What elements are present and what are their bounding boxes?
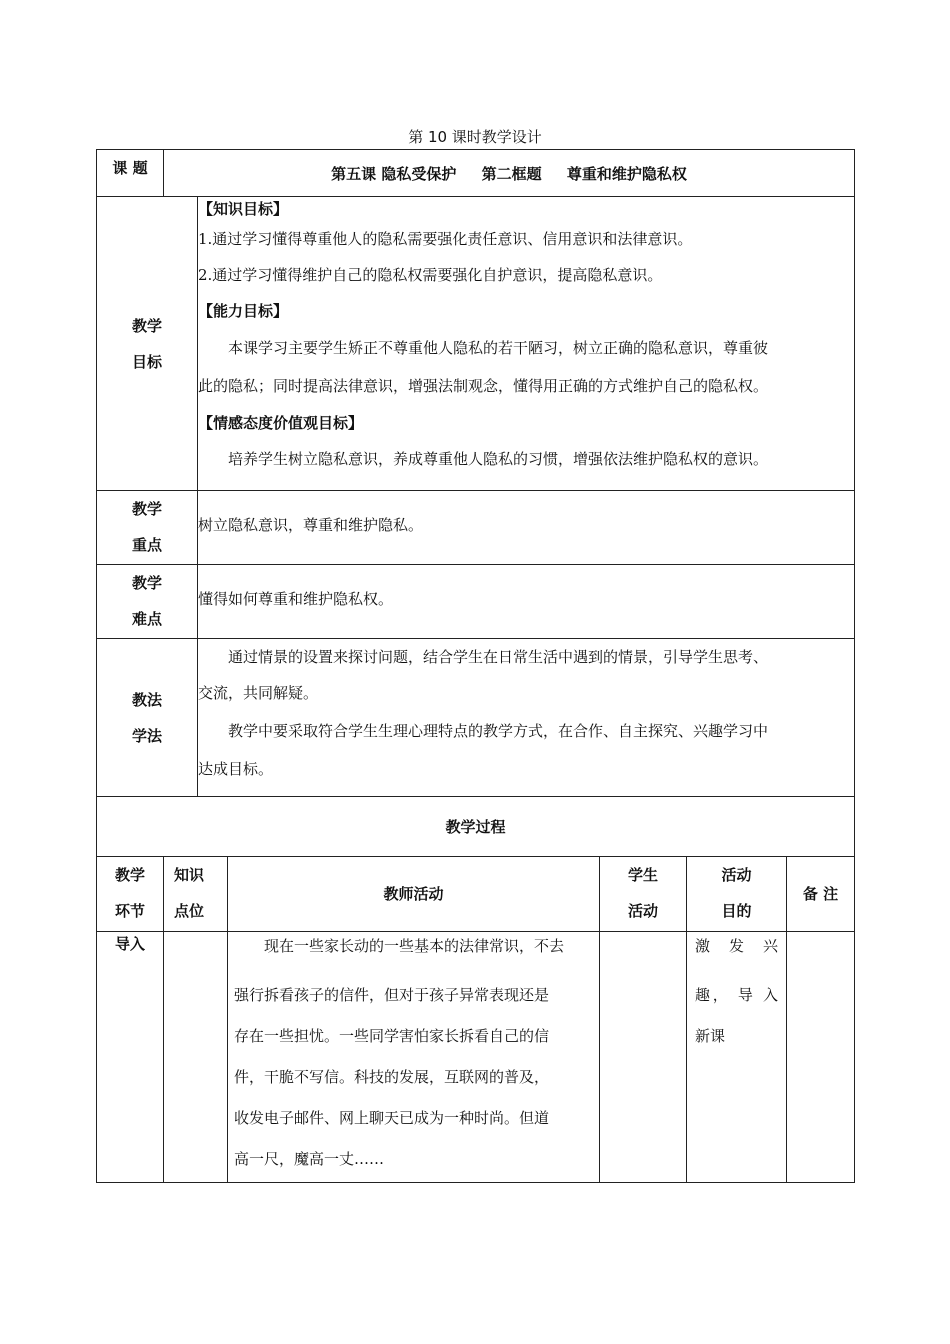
notes-cell — [787, 932, 855, 1183]
header-point: 知识 点位 — [164, 857, 228, 932]
topic-row — [97, 150, 855, 197]
lesson-plan-table — [96, 149, 855, 1183]
topic-value — [164, 150, 855, 197]
knowledge-item: 1.通过学习懂得尊重他人的隐私需要强化责任意识、信用意识和法律意识。 — [198, 230, 693, 248]
process-body-row — [97, 932, 855, 1183]
teacher-line: 强行拆看孩子的信件，但对于孩子异常表现还是 — [234, 986, 550, 1004]
knowledge-item: 2.通过学习懂得维护自己的隐私权需要强化自护意识，提高隐私意识。 — [198, 266, 663, 284]
difficulties-label: 教学 难点 — [97, 565, 198, 639]
purpose-line: 趣， 导 入 — [695, 986, 778, 1004]
section-name: 第二框题 — [481, 164, 542, 183]
emotion-text: 培养学生树立隐私意识，养成尊重他人隐私的习惯，增强依法维护隐私权的意识。 — [228, 450, 769, 468]
teacher-line: 高一尺，魔高一丈…… — [234, 1150, 385, 1168]
section-title: 尊重和维护隐私权 — [566, 164, 687, 183]
purpose-cell — [687, 932, 787, 1183]
process-header-row — [97, 857, 855, 932]
teacher-line: 件，干脆不写信。科技的发展，互联网的普及， — [234, 1068, 550, 1086]
stage-cell: 导入 — [97, 932, 164, 1183]
teacher-line: 存在一些担忧。一些同学害怕家长拆看自己的信 — [234, 1027, 550, 1045]
methods-content: 通过情景的设置来探讨问题，结合学生在日常生活中遇到的情景，引导学生思考、 交流，共同解疑。 教学中要采取符合学生生理心理特点的教学方式，在合作、自主探究、兴趣学习中 达成目标。 — [198, 639, 855, 797]
key-points-content: 树立隐私意识，尊重和维护隐私。 — [198, 491, 855, 565]
header-stage: 教学 环节 — [97, 857, 164, 932]
header-notes: 备 注 — [787, 857, 855, 932]
difficulties-content: 懂得如何尊重和维护隐私权。 — [198, 565, 855, 639]
point-cell — [164, 932, 228, 1183]
page-title: 第 10 课时教学设计 — [408, 128, 542, 146]
key-points-label: 教学 重点 — [97, 491, 198, 565]
objectives-content — [198, 197, 855, 491]
header-teacher: 教师活动 — [228, 857, 600, 932]
objectives-row — [97, 197, 855, 491]
header-student: 学生 活动 — [600, 857, 687, 932]
process-title-row — [97, 797, 855, 857]
lesson-name: 第五课 隐私受保护 — [331, 164, 457, 183]
student-activity-cell — [600, 932, 687, 1183]
header-purpose: 活动 目的 — [687, 857, 787, 932]
ability-heading: 【能力目标】 — [198, 302, 289, 320]
ability-text: 此的隐私；同时提高法律意识，增强法制观念，懂得用正确的方式维护自己的隐私权。 — [198, 377, 769, 395]
emotion-heading: 【情感态度价值观目标】 — [198, 414, 364, 432]
purpose-line: 激 发 兴 — [695, 937, 778, 955]
objectives-label: 教学 目标 — [97, 197, 198, 491]
key-points-row — [97, 491, 855, 565]
process-title: 教学过程 — [97, 797, 855, 857]
teacher-activity-cell — [228, 932, 600, 1183]
teacher-line: 收发电子邮件、网上聊天已成为一种时尚。但道 — [234, 1109, 550, 1127]
ability-text: 本课学习主要学生矫正不尊重他人隐私的若干陋习，树立正确的隐私意识，尊重彼 — [228, 339, 769, 357]
topic-label: 课 题 — [97, 150, 164, 197]
purpose-line: 新课 — [695, 1027, 726, 1045]
methods-row — [97, 639, 855, 797]
teacher-line: 现在一些家长动的一些基本的法律常识，不去 — [264, 937, 565, 955]
difficulties-row — [97, 565, 855, 639]
methods-label: 教法 学法 — [97, 639, 198, 797]
knowledge-heading: 【知识目标】 — [198, 200, 289, 218]
